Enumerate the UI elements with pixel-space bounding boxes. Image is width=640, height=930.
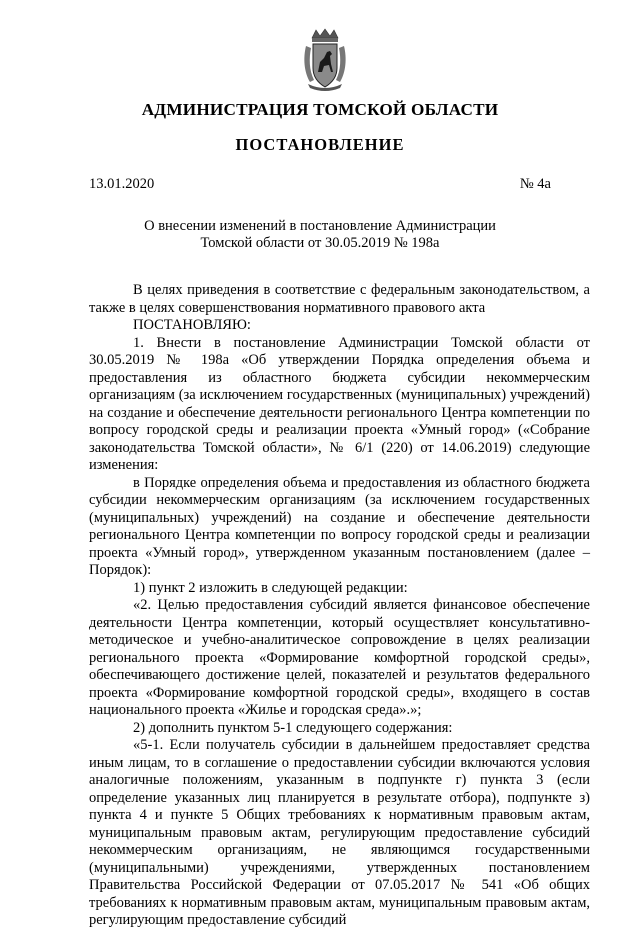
item-1-paragraph: 1. Внести в постановление Администрации Томской области от 30.05.2019 № 198а «Об утверждении Порядка определения объема и предоставления из областного бюджета субсидии некоммерческим организациям (за исключением государственных (муниципальных) учреждений) на создание и обеспечение деятельности регионального Центра компетенции по вопросу городской среды и реализации проекта «Умный город» («Собрание законодательства Томской области», № 6/1 (220) от 14.06.2019) следующие изменения: — [89, 334, 590, 473]
preamble-paragraph: В целях приведения в соответствие с федеральным законодательством, а также в целях совершенствования нормативного правового акта — [89, 282, 590, 316]
document-type: ПОСТАНОВЛЕНИЕ — [235, 135, 405, 154]
title-line-1: О внесении изменений в постановление Администрации — [144, 218, 496, 234]
document-body — [89, 282, 590, 930]
clause-2-text-paragraph: «2. Целью предоставления субсидий является финансовое обеспечение деятельности Центра компетенции, который осуществляет консультативно-методическое и учебно-аналитическое сопровождение в целях реализации регионального проекта «Формирование комфортной городской среды», обеспечивающего достижение целей, показателей и результатов федерального проекта «Формирование комфортной городской среды», входящего в состав национального проекта «Жилье и городская среда».»; — [89, 597, 590, 718]
title-line-2: Томской области от 30.05.2019 № 198а — [200, 235, 440, 251]
subitem-2-paragraph: 2) дополнить пунктом 5-1 следующего содержания: — [133, 719, 453, 736]
resolve-heading: ПОСТАНОВЛЯЮ: — [133, 317, 251, 333]
coat-of-arms-icon — [302, 28, 348, 92]
clause-5-1-text-paragraph: «5-1. Если получатель субсидии в дальнейшем предоставляет средства иным лицам, то в соглашение о предоставлении субсидии включаются условия аналогичные положениям, указанным в подпункте г) пункта 3 (если определение указанных лиц планируется в результате отбора), подпункте з) пункта 4 и пункте 5 Общих требованиях к нормативным правовым актам, муниципальным правовым актам, регулирующим предоставление субсидий некоммерческим организациям, не являющимся государственными (муниципальными) учреждениями, утвержденных постановлением Правительства Российской Федерации от 07.05.2017 № 541 «Об общих требованиях к нормативным правовым актам, муниципальным правовым актам, регулирующим предоставление субсидий — [89, 737, 590, 928]
subitem-1-paragraph: 1) пункт 2 изложить в следующей редакции: — [133, 579, 408, 596]
document-number: № 4а — [519, 176, 551, 192]
document-title — [120, 218, 520, 252]
document-date: 13.01.2020 — [89, 176, 155, 192]
organization-name: АДМИНИСТРАЦИЯ ТОМСКОЙ ОБЛАСТИ — [141, 100, 499, 119]
procedure-paragraph: в Порядке определения объема и предоставления из областного бюджета субсидии некоммерческим организациям (за исключением государственных (муниципальных) учреждений) на создание и обеспечение деятельности регионального Центра компетенции по вопросу городской среды и реализации проекта «Умный город», утвержденном указанным постановлением (далее – Порядок): — [89, 474, 590, 578]
